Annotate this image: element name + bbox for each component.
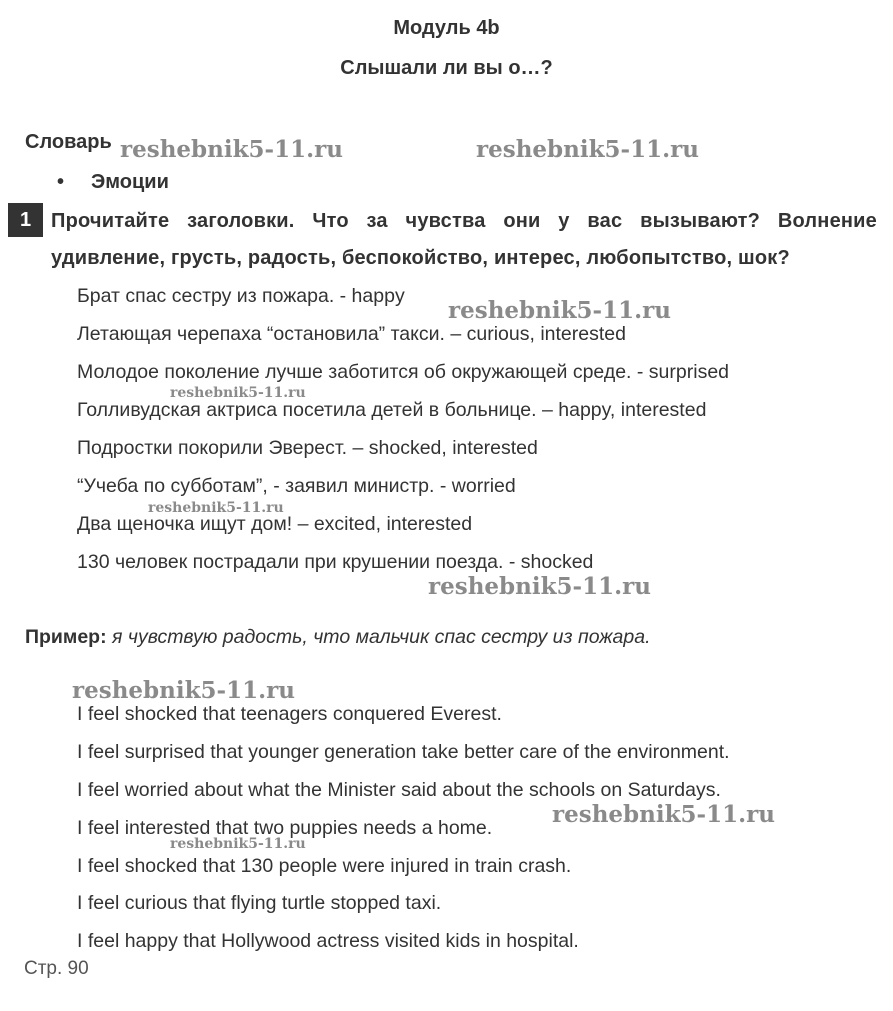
answer-item: I feel worried about what the Minister said about the schools on Saturdays. xyxy=(77,779,721,801)
lesson-subtitle: Слышали ли вы о…? xyxy=(340,57,553,79)
headline-item: “Учеба по субботам”, - заявил министр. - worried xyxy=(77,475,516,497)
bullet-text: Эмоции xyxy=(91,171,169,193)
watermark: reshebnik5-11.ru xyxy=(148,500,284,516)
module-title: Модуль 4b xyxy=(393,17,500,39)
headline-item: 130 человек пострадали при крушении поезда. - shocked xyxy=(77,551,594,573)
example-sentence xyxy=(25,626,651,649)
cutoff-page-reference xyxy=(24,958,104,980)
headline-item: Молодое поколение лучше заботится об окружающей среде. - surprised xyxy=(77,361,730,383)
answer-item: I feel interested that two puppies needs a home. xyxy=(77,817,493,839)
watermark: reshebnik5-11.ru xyxy=(170,385,306,401)
bullet-icon: • xyxy=(57,171,65,193)
watermark: reshebnik5-11.ru xyxy=(120,136,343,163)
watermark: reshebnik5-11.ru xyxy=(428,573,651,600)
vocabulary-bullet-item xyxy=(57,171,169,194)
answer-item: I feel surprised that younger generation take better care of the environment. xyxy=(77,741,730,763)
task-instruction-line-1: Прочитайте заголовки. Что за чувства они у вас вызывают? Волнение xyxy=(51,210,877,232)
watermark: reshebnik5-11.ru xyxy=(552,801,775,828)
headline-item: Подростки покорили Эверест. – shocked, interested xyxy=(77,437,538,459)
answer-item: I feel shocked that 130 people were injured in train crash. xyxy=(77,855,572,877)
watermark: reshebnik5-11.ru xyxy=(476,136,699,163)
answer-item: I feel happy that Hollywood actress visited kids in hospital. xyxy=(77,930,579,952)
headline-item: Голливудская актриса посетила детей в больнице. – happy, interested xyxy=(77,399,707,421)
vocabulary-label: Словарь xyxy=(25,131,112,153)
task-number-badge: 1 xyxy=(8,203,43,237)
watermark: reshebnik5-11.ru xyxy=(72,677,295,704)
task-instruction-line-2: удивление, грусть, радость, беспокойство, интерес, любопытство, шок? xyxy=(51,247,790,269)
cutoff-text: Стр. 90 xyxy=(24,958,89,979)
watermark: reshebnik5-11.ru xyxy=(448,297,671,324)
example-text: я чувствую радость, что мальчик спас сестру из пожара. xyxy=(112,626,651,648)
headline-item: Брат спас сестру из пожара. - happy xyxy=(77,285,405,307)
headline-item: Летающая черепаха “остановила” такси. – curious, interested xyxy=(77,323,626,345)
headline-item: Два щеночка ищут дом! – excited, interested xyxy=(77,513,473,535)
answer-item: I feel shocked that teenagers conquered Everest. xyxy=(77,703,502,725)
answer-item: I feel curious that flying turtle stopped taxi. xyxy=(77,892,442,914)
example-label: Пример: xyxy=(25,626,107,648)
watermark: reshebnik5-11.ru xyxy=(170,836,306,852)
